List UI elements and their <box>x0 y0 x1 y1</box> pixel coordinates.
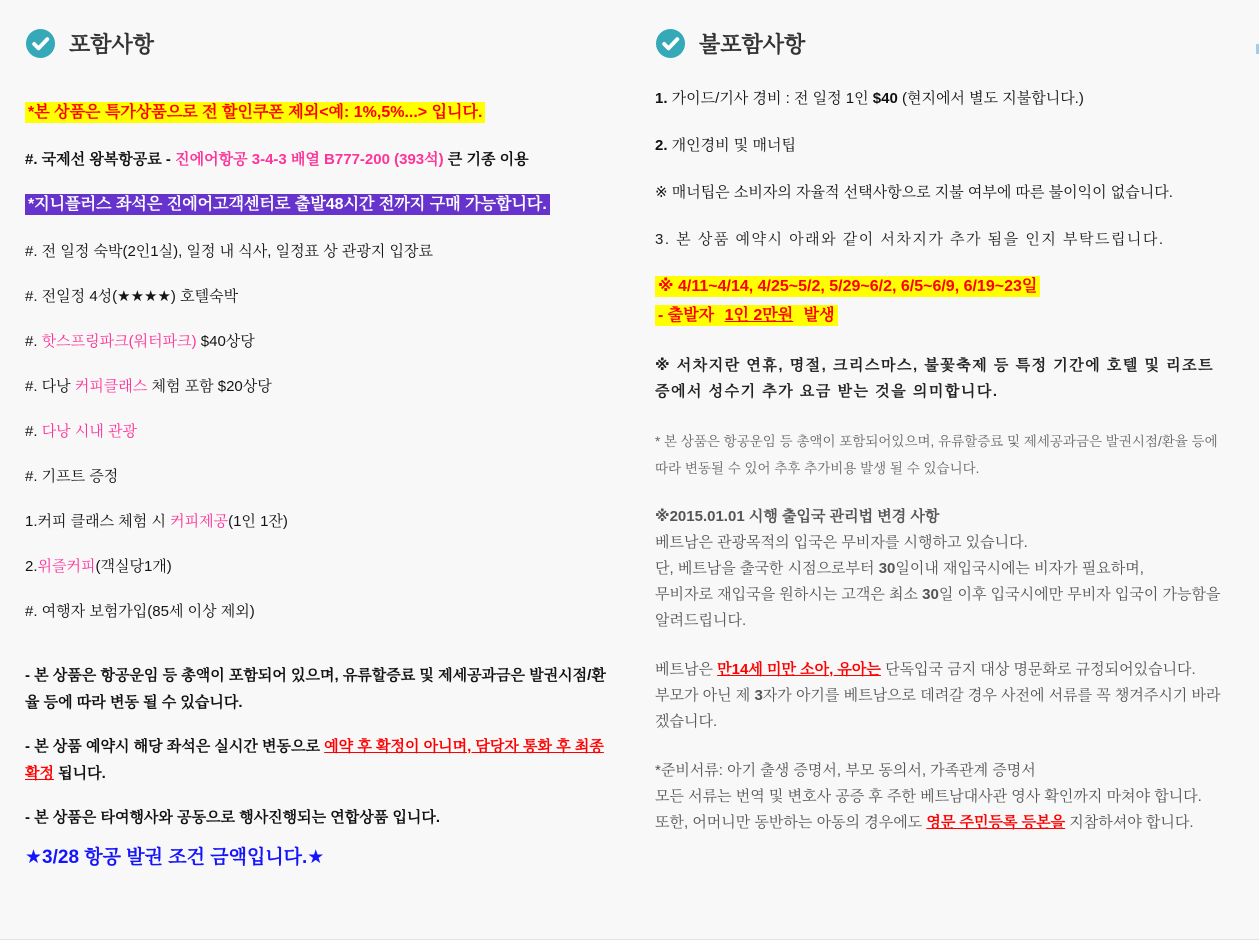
text-line <box>655 784 1229 810</box>
text-block <box>25 557 607 577</box>
included-content <box>25 103 607 869</box>
excluded-content <box>655 89 1229 836</box>
text-segment: #. 여행자 보험가입(85세 이상 제외) <box>25 603 255 620</box>
text-segment: 일이내 재입국시에는 비자가 필요하며, <box>895 560 1144 577</box>
text-segment: 무비자로 재입국을 원하시는 고객은 최소 <box>655 586 923 603</box>
text-block <box>655 183 1229 203</box>
text-line <box>25 377 607 397</box>
text-block <box>25 377 607 397</box>
check-circle-icon <box>655 28 686 59</box>
text-segment: 만14세 미만 소아, 유아는 <box>717 661 881 678</box>
text-block <box>655 230 1229 250</box>
text-segment: 2. <box>655 137 668 154</box>
text-segment: #. <box>25 423 42 440</box>
text-segment: #. <box>25 333 42 350</box>
text-segment: 예약 후 확정이 아니며, 담당자 통화 후 최종 확정 <box>25 738 604 782</box>
text-block <box>655 353 1229 405</box>
text-line <box>25 467 607 487</box>
text-line <box>655 504 1229 530</box>
text-block <box>25 733 607 787</box>
text-block <box>25 422 607 442</box>
text-line <box>655 136 1229 156</box>
text-block <box>25 150 607 170</box>
text-line <box>25 242 607 262</box>
text-line <box>25 848 607 869</box>
check-circle-icon <box>25 28 56 59</box>
text-block <box>655 306 1229 326</box>
text-segment: *본 상품은 특가상품으로 전 할인쿠폰 제외<예: 1%,5%...> 입니다. <box>25 102 485 123</box>
text-line <box>25 602 607 622</box>
text-segment: 발생 <box>796 305 837 326</box>
text-segment: 베트남은 <box>655 661 718 678</box>
included-section-header <box>25 28 607 59</box>
text-segment: $40 <box>872 90 898 107</box>
text-line <box>25 103 607 123</box>
text-line <box>25 557 607 577</box>
text-segment: 베트남은 관광목적의 입국은 무비자를 시행하고 있습니다. <box>655 534 1028 551</box>
text-block <box>25 103 607 123</box>
text-segment: 영문 주민등록 등본을 <box>926 814 1066 831</box>
text-segment: 일 이후 입국시에만 무비자 입국이 가능함을 알려드립니다. <box>655 586 1221 629</box>
excluded-section-header <box>655 28 1229 59</box>
text-line <box>655 758 1229 784</box>
excluded-section <box>637 28 1229 869</box>
text-segment: $40상당 <box>196 333 255 350</box>
text-line <box>25 422 607 442</box>
bottom-separator <box>0 939 1259 947</box>
text-segment: #. 기프트 증정 <box>25 468 119 485</box>
text-line <box>655 582 1229 634</box>
text-segment: - 본 상품은 항공운임 등 총액이 포함되어 있으며, 유류할증료 및 제세공과금은 발권시점/환율 등에 따라 변동 될 수 있습니다. <box>25 667 606 711</box>
text-segment: 2. <box>25 558 38 575</box>
text-line <box>655 353 1229 405</box>
text-block <box>25 804 607 831</box>
text-segment: 또한, 어머니만 동반하는 아동의 경우에도 <box>655 814 927 831</box>
excluded-section-title: 불포함사항 <box>699 32 806 57</box>
text-segment: 체험 포함 $20상당 <box>147 378 272 395</box>
text-segment: 3. 본 상품 예약시 아래와 같이 서차지가 추가 됨을 인지 부탁드립니다. <box>655 231 1165 248</box>
text-block <box>25 287 607 307</box>
text-segment: 핫스프링파크(워터파크) <box>41 333 197 350</box>
text-segment: 됩니다. <box>53 765 106 782</box>
text-segment: (객실당1개) <box>95 558 172 575</box>
text-line <box>25 662 607 716</box>
text-segment: ※ 서차지란 연휴, 명절, 크리스마스, 불꽃축제 등 특정 기간에 호텔 및 리조트 증에서 성수기 추가 요금 받는 것을 의미합니다. <box>655 357 1215 400</box>
text-segment: ※ 4/11~4/14, 4/25~5/2, 5/29~6/2, 6/5~6/9, 6/19~23일 <box>655 276 1040 297</box>
text-line <box>25 195 607 215</box>
text-segment: 가이드/기사 경비 : 전 일정 1인 <box>667 90 873 107</box>
text-segment: 위즐커피 <box>37 558 96 575</box>
text-line <box>655 530 1229 556</box>
text-block <box>25 332 607 352</box>
text-block <box>25 242 607 262</box>
text-segment: #. 다낭 <box>25 378 75 395</box>
text-segment: ※ 매너팁은 소비자의 자율적 선택사항으로 지불 여부에 따른 불이익이 없습니다. <box>655 184 1173 201</box>
text-segment: - 본 상품은 타여행사와 공동으로 행사진행되는 연합상품 입니다. <box>25 809 441 826</box>
text-line <box>25 287 607 307</box>
text-block <box>655 277 1229 297</box>
text-line <box>655 230 1229 250</box>
text-segment: (1인 1잔) <box>228 513 288 530</box>
text-segment: 30 <box>922 586 939 603</box>
text-segment: - 본 상품 예약시 해당 좌석은 실시간 변동으로 <box>25 738 325 755</box>
text-segment: 30 <box>878 560 896 577</box>
text-segment: *지니플러스 좌석은 진에어고객센터로 출발48시간 전까지 구매 가능합니다. <box>25 194 550 215</box>
text-segment: *준비서류: 아기 출생 증명서, 부모 동의서, 가족관계 증명서 <box>655 762 1036 779</box>
text-line <box>655 306 1229 326</box>
text-line <box>655 810 1229 836</box>
text-block <box>25 195 607 215</box>
text-segment: 모든 서류는 번역 및 변호사 공증 후 주한 베트남대사관 영사 확인까지 마쳐야 합니다. <box>655 788 1202 805</box>
text-segment: (현지에서 별도 지불합니다.) <box>897 90 1084 107</box>
text-line <box>655 89 1229 109</box>
included-section <box>25 28 637 869</box>
text-segment: 커피제공 <box>170 513 229 530</box>
text-segment: 다낭 시내 관광 <box>41 423 137 440</box>
text-segment: 1인 2만원 <box>722 305 797 326</box>
text-block <box>655 136 1229 156</box>
text-segment: 1.커피 클래스 체험 시 <box>25 513 171 530</box>
text-segment: #. 국제선 왕복항공료 - <box>25 151 176 168</box>
text-segment: 단, 베트남을 출국한 시점으로부터 <box>655 560 879 577</box>
text-segment: 커피클래스 <box>74 378 148 395</box>
text-segment: 부모가 아닌 제 <box>655 687 755 704</box>
text-line <box>25 150 607 170</box>
text-segment: 자가 아기를 베트남으로 데려갈 경우 사전에 서류를 꼭 챙겨주시기 바라겠습니다. <box>655 687 1221 730</box>
text-line <box>25 733 607 787</box>
text-block <box>655 657 1229 735</box>
text-line <box>655 683 1229 735</box>
included-section-title: 포함사항 <box>69 32 155 57</box>
text-line <box>655 657 1229 683</box>
text-block <box>25 602 607 622</box>
text-line <box>25 512 607 532</box>
text-line <box>25 332 607 352</box>
text-line <box>25 804 607 831</box>
text-segment: #. 전 일정 숙박(2인1실), 일정 내 식사, 일정표 상 관광지 입장료 <box>25 243 433 260</box>
text-segment: 지참하셔야 합니다. <box>1065 814 1194 831</box>
text-segment: 1. <box>655 90 668 107</box>
text-segment: 개인경비 및 매너팁 <box>667 137 796 154</box>
text-segment: 큰 기종 이용 <box>443 151 529 168</box>
text-block <box>25 848 607 869</box>
text-segment: 3 <box>754 687 763 704</box>
text-segment: ★3/28 항공 발권 조건 금액입니다.★ <box>25 847 325 868</box>
text-line <box>655 183 1229 203</box>
text-segment: * 본 상품은 항공운임 등 총액이 포함되어있으며, 유류할증료 및 제세공과금은 발권시점/환율 등에 따라 변동될 수 있어 추후 추가비용 발생 될 수 있습니다. <box>655 434 1218 476</box>
text-segment: 단독입국 금지 대상 명문화로 규정되어있습니다. <box>880 661 1196 678</box>
text-line <box>655 556 1229 582</box>
text-segment: - 출발자 <box>655 305 722 326</box>
text-line <box>655 277 1229 297</box>
text-block <box>655 89 1229 109</box>
text-block <box>655 504 1229 634</box>
text-block <box>25 512 607 532</box>
text-block <box>25 467 607 487</box>
text-block <box>655 758 1229 836</box>
text-segment: 진에어항공 3-4-3 배열 B777-200 (393석) <box>175 151 444 168</box>
text-segment: #. 전일정 4성(★★★★) 호텔숙박 <box>25 288 239 305</box>
text-line <box>655 428 1229 482</box>
text-block <box>25 662 607 716</box>
text-segment: ※2015.01.01 시행 출입국 관리법 변경 사항 <box>655 508 940 525</box>
text-block <box>655 428 1229 482</box>
